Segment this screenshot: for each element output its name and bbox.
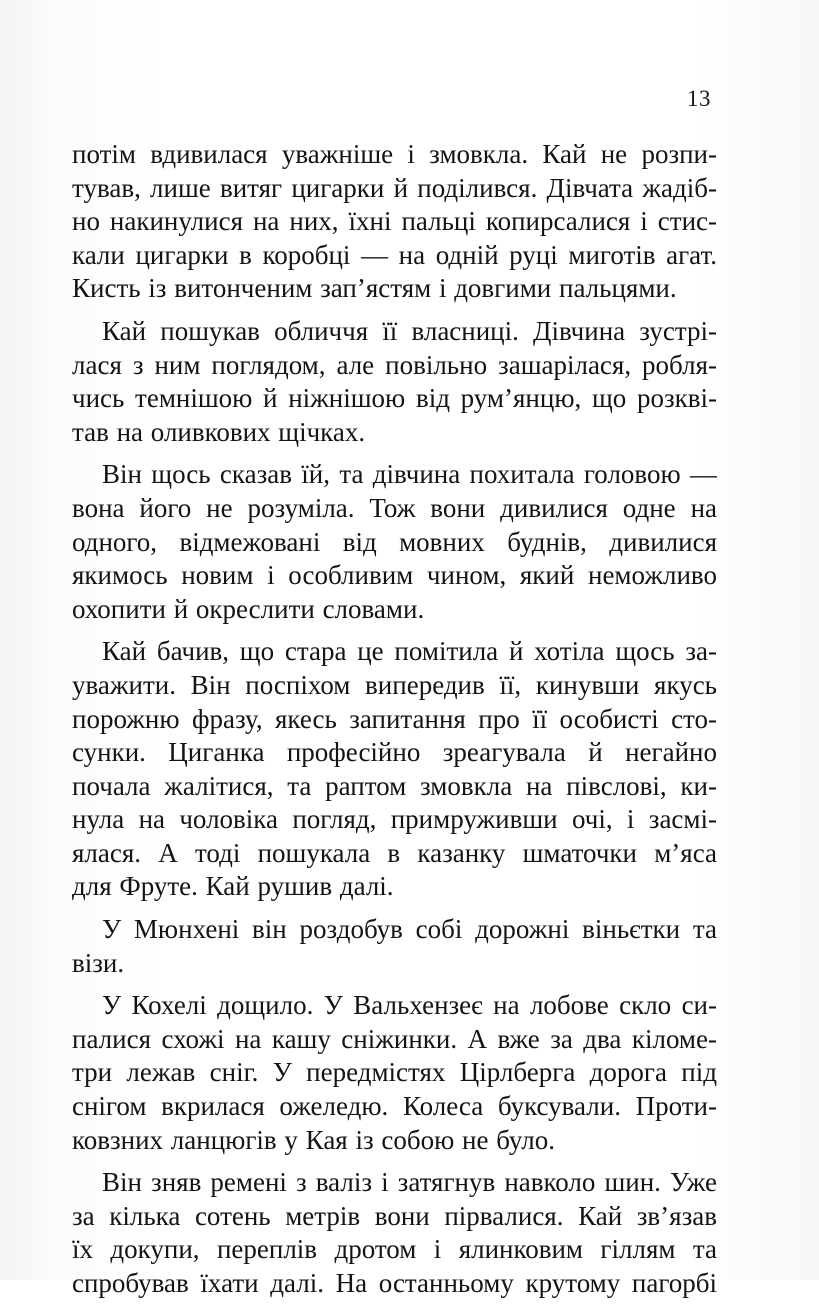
text-line: порожню фразу, якесь запитання про її особисті сто- bbox=[72, 703, 717, 734]
paragraph bbox=[72, 315, 717, 449]
text-line: Кай пошукав обличчя її власниці. Дівчина зустрі- bbox=[102, 315, 717, 346]
text-line: візи. bbox=[72, 947, 125, 978]
text-line: почала жалітися, та раптом змовкла на півслові, ки- bbox=[72, 770, 717, 801]
text-line: Він зняв ремені з валіз і затягнув навколо шин. Уже bbox=[102, 1167, 717, 1198]
text-line: кали цигарки в коробці — на одній руці миготів агат. bbox=[72, 239, 717, 270]
body-text bbox=[72, 138, 717, 1310]
paragraph bbox=[72, 138, 717, 306]
text-line: У Кохелі дощило. У Вальхензеє на лобове скло си- bbox=[102, 990, 717, 1021]
text-line: Він щось сказав їй, та дівчина похитала головою — bbox=[102, 459, 717, 490]
paragraph bbox=[72, 458, 717, 626]
text-line: тував, лише витяг цигарки й поділився. Дівчата жадіб- bbox=[72, 172, 717, 203]
text-line: Кай бачив, що стара це помітила й хотіла щось за- bbox=[102, 636, 717, 667]
text-line: охопити й окреслити словами. bbox=[72, 593, 425, 624]
text-line: потім вдивилася уважніше і змовкла. Кай не розпи- bbox=[72, 139, 717, 169]
text-line: тав на оливкових щічках. bbox=[72, 416, 366, 447]
text-line: лася з ним поглядом, але повільно зашарілася, робля- bbox=[72, 349, 717, 380]
text-line: У Мюнхені він роздобув собі дорожні віньєтки та bbox=[102, 914, 717, 945]
paragraph bbox=[72, 989, 717, 1157]
text-line: уважити. Він поспіхом випередив її, кинувши якусь bbox=[72, 669, 717, 700]
text-line: чись темнішою й ніжнішою від рум’янцю, що розкві- bbox=[72, 383, 717, 414]
text-line: спробував їхати далі. На останньому крутому пагорбі bbox=[72, 1268, 717, 1298]
page-number: 13 bbox=[687, 86, 711, 111]
paragraph bbox=[72, 635, 717, 904]
text-line: палися схожі на кашу сніжинки. А вже за два кіломе- bbox=[72, 1023, 717, 1054]
text-line: якимось новим і особливим чином, який неможливо bbox=[72, 560, 717, 591]
text-line: ковзних ланцюгів у Кая із собою не було. bbox=[72, 1124, 555, 1155]
text-line: за кілька сотень метрів вони пірвалися. Кай зв’язав bbox=[72, 1200, 717, 1231]
text-line: но накинулися на них, їхні пальці копирсалися і стис- bbox=[72, 206, 717, 237]
text-line: нула на чоловіка погляд, примруживши очі, і засмі- bbox=[72, 804, 717, 835]
text-line: сунки. Циганка професійно зреагувала й негайно bbox=[72, 737, 717, 768]
text-line: снігом вкрилася ожеледю. Колеса буксували. Проти- bbox=[72, 1091, 717, 1122]
text-line: Кисть із витонченим зап’ястям і довгими пальцями. bbox=[72, 273, 677, 304]
text-line: для Фруте. Кай рушив далі. bbox=[72, 871, 394, 902]
text-line: їх докупи, переплів дротом і ялинковим гіллям та bbox=[72, 1234, 717, 1265]
paragraph bbox=[72, 1166, 717, 1300]
text-line: вона його не розуміла. Тож вони дивилися одне на bbox=[72, 492, 717, 523]
text-line: три лежав сніг. У передмістях Цірлберга дорога під bbox=[72, 1057, 717, 1088]
paragraph bbox=[72, 913, 717, 980]
text-line: одного, відмежовані від мовних буднів, дивилися bbox=[72, 526, 717, 557]
text-line: ялася. А тоді пошукала в казанку шматочки м’яса bbox=[72, 837, 717, 868]
